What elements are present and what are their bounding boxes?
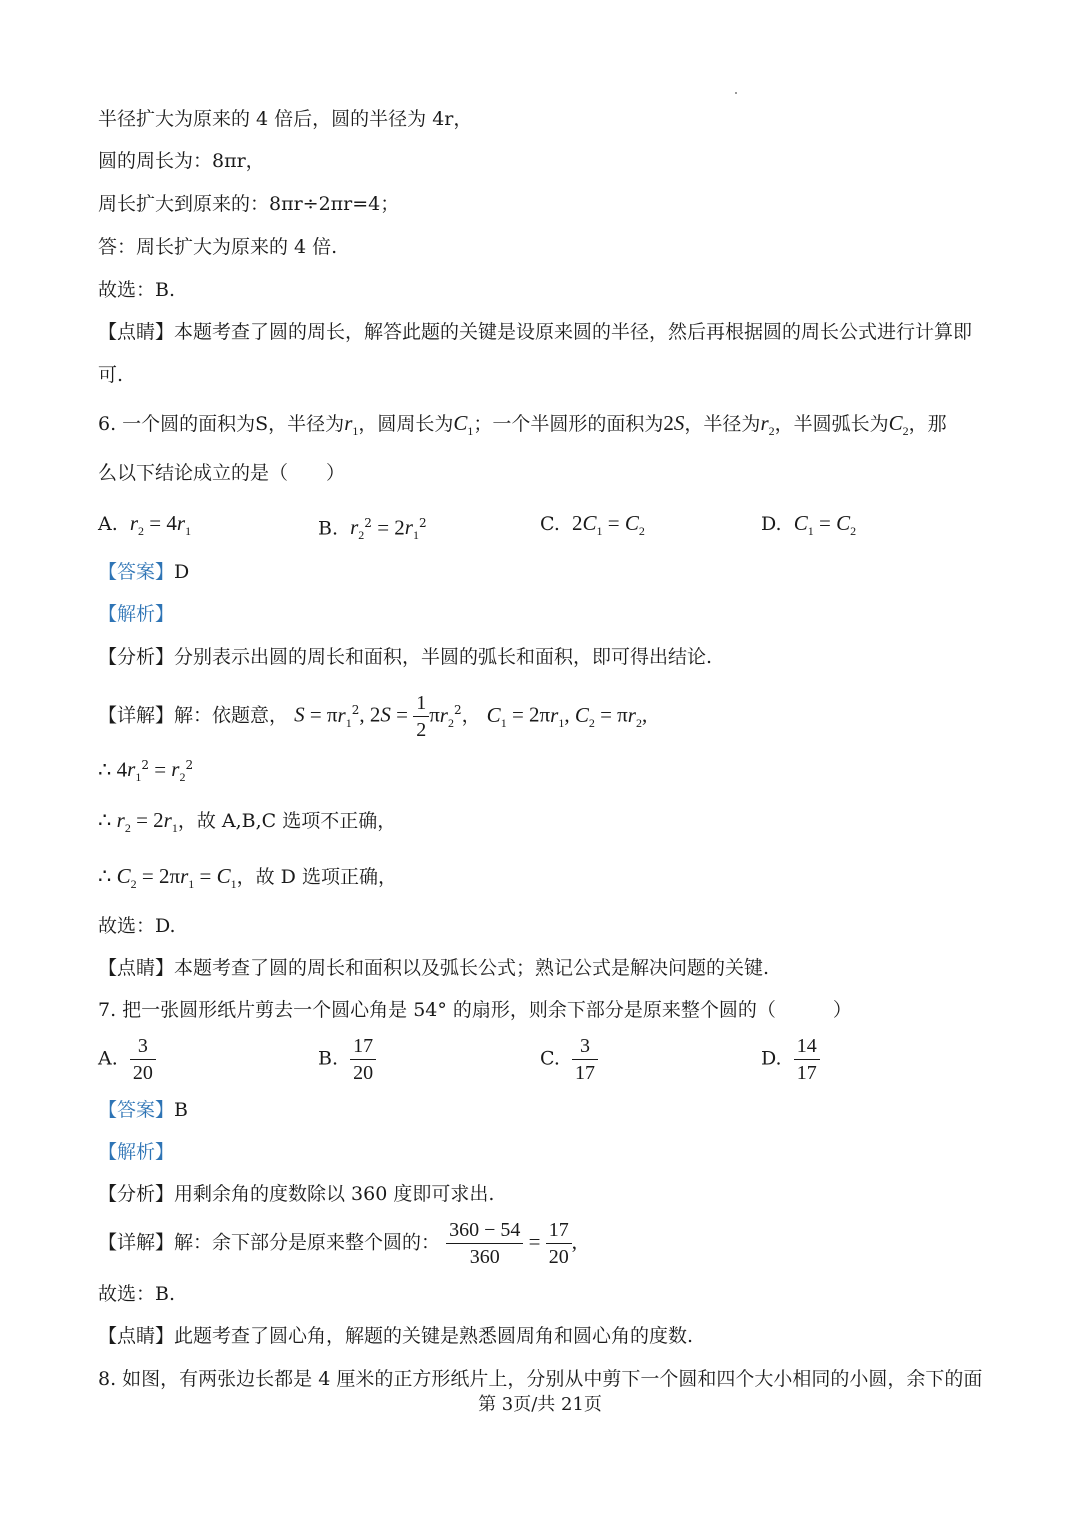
comment-line: 【点睛】此题考查了圆心角，解题的关键是熟悉圆周角和圆心角的度数. [98, 1325, 694, 1347]
question-6-stem: 6. 一个圆的面积为S，半径为$r_1$，圆周长为$C_1$；一个半圆形的面积为2S，半径为$r_2$，半圆弧长为$C_2$，那 [98, 411, 947, 439]
text-line: 故选：B. [98, 279, 176, 301]
text-line: 答：周长扩大为原来的 4 倍. [98, 236, 338, 258]
analysis-text: 【分析】用剩余角的度数除以 360 度即可求出. [98, 1183, 495, 1205]
text-line: 【点睛】本题考查了圆的周长，解答此题的关键是设原来圆的半径，然后再根据圆的周长公式进行计算即 [98, 321, 973, 343]
choice-line: 故选：D. [98, 915, 176, 937]
text-line: 可. [98, 364, 124, 386]
analysis-label: 【解析】 [98, 603, 175, 625]
option-a: A. $\frac{3}{20}$ [98, 1033, 156, 1086]
page-footer: 第 3页/共 21页 [478, 1394, 602, 1415]
question-7-stem: 7. 把一张圆形纸片剪去一个圆心角是 54° 的扇形，则余下部分是原来整个圆的（ ） [98, 999, 852, 1021]
text-line: 半径扩大为原来的 4 倍后，圆的半径为 4r， [98, 108, 473, 130]
question-8-stem: 8. 如图，有两张边长都是 4 厘米的正方形纸片上，分别从中剪下一个圆和四个大小相同的小圆，余下的面 [98, 1368, 983, 1390]
text-line: 圆的周长为：8πr， [98, 150, 265, 172]
step-2: ∴ $r_2 = 2r_1$，故 A,B,C 选项不正确， [98, 808, 397, 836]
option-c: C. $\frac{3}{17}$ [540, 1033, 598, 1086]
step-1: ∴ $4r_1^2 = r_2^2$ [98, 757, 194, 785]
option-b: B. $r_2^2 = 2r_1^2$ [318, 515, 427, 543]
text-line: 周长扩大到原来的：8πr÷2πr=4； [98, 193, 400, 215]
solution-line: 【详解】解：依题意， $S = \pi r_1^2$, 2S = $\frac{1}{2}$ $\pi r_2^2$， $C_1 = 2\pi r_1$, $C_2 = \pi r_2$, [98, 692, 648, 741]
analysis-text: 【分析】分别表示出圆的周长和面积，半圆的弧长和面积，即可得出结论. [98, 646, 713, 668]
decorative-dot [735, 92, 737, 94]
option-d: D. $\frac{14}{17}$ [761, 1033, 820, 1086]
answer-line: 【答案】B [98, 1099, 188, 1121]
analysis-label: 【解析】 [98, 1141, 175, 1163]
solution-line: 【详解】解：余下部分是原来整个圆的： $\frac{360 - 54}{360}$ = $\frac{17}{20}$ , [98, 1219, 577, 1268]
option-d: D. $C_1 = C_2$ [761, 511, 857, 539]
choice-line: 故选：B. [98, 1283, 176, 1305]
option-a: A. $r_2 = 4r_1$ [98, 511, 192, 539]
answer-line: 【答案】D [98, 561, 190, 583]
question-6-stem-2: 么以下结论成立的是（ ） [98, 462, 346, 484]
option-b: B. $\frac{17}{20}$ [318, 1033, 376, 1086]
comment-line: 【点睛】本题考查了圆的周长和面积以及弧长公式；熟记公式是解决问题的关键. [98, 957, 770, 979]
step-3: ∴ $C_2 = 2\pi r_1 = C_1$，故 D 选项正确， [98, 864, 397, 892]
option-c: C. $2C_1 = C_2$ [540, 511, 645, 539]
